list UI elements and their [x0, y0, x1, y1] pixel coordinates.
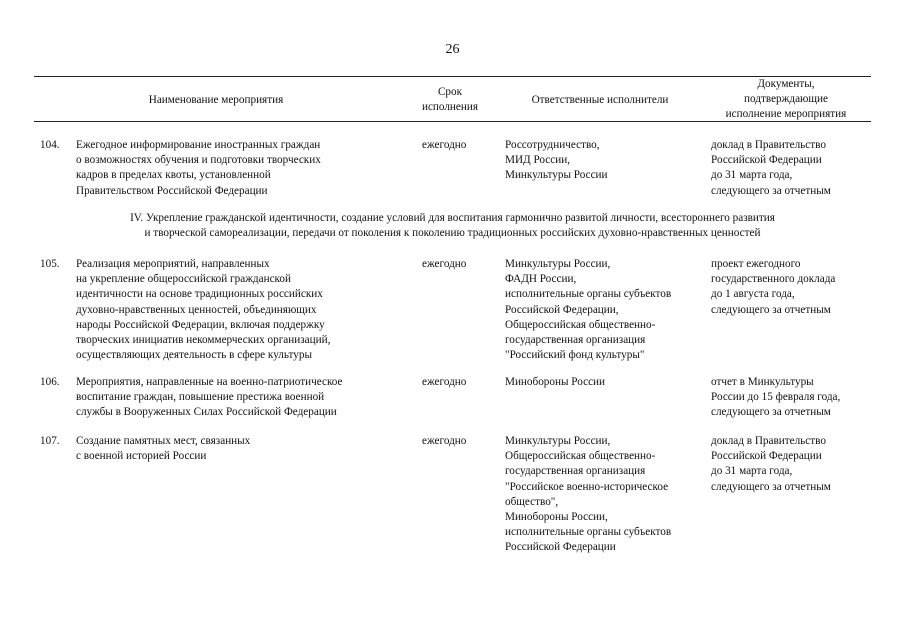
row-name-line: осуществляющих деятельность в сфере культуры	[76, 349, 313, 362]
row-responsible-line: Минобороны России,	[505, 511, 608, 524]
row-name-line: творческих инициатив некоммерческих организаций,	[76, 334, 331, 347]
row-name-line: народы Российской Федерации, включая поддержку	[76, 318, 325, 331]
header-col-docs	[706, 77, 866, 123]
row-name	[76, 434, 250, 464]
row-responsible-line: Минкультуры России,	[505, 435, 611, 447]
row-documents-line: следующего за отчетным	[711, 480, 831, 493]
row-name-line: идентичности на основе традиционных российских	[76, 288, 323, 301]
row-number: 106.	[40, 376, 60, 388]
header-col-resp: Ответственные исполнители	[531, 94, 669, 106]
row-number: 107.	[40, 435, 60, 447]
row-documents-line: Российской Федерации	[711, 450, 822, 463]
row-responsible-line: Минкультуры России,	[505, 258, 611, 270]
row-number: 104.	[40, 139, 60, 151]
row-responsible-line: общество",	[505, 495, 559, 508]
row-name-line: Создание памятных мест, связанных	[76, 435, 251, 447]
row-responsible-line: "Российский фонд культуры"	[505, 349, 645, 362]
row-responsible	[505, 434, 671, 556]
row-documents-line: следующего за отчетным	[711, 303, 831, 316]
row-documents	[711, 375, 840, 421]
header-bottom-rule	[34, 121, 871, 122]
section-heading-line: и творческой самореализации, передачи от поколения к поколению традиционных российских духовно-нравственных ценностей	[144, 227, 761, 240]
row-name-line: Ежегодное информирование иностранных граждан	[76, 139, 321, 151]
row-responsible-line: МИД России,	[505, 154, 570, 167]
header-col-docs-line: исполнение мероприятия	[725, 108, 847, 121]
row-documents-line: до 31 марта года,	[711, 169, 793, 182]
row-name-line: службы в Вооруженных Силах Российской Федерации	[76, 406, 337, 419]
row-documents-line: доклад в Правительство	[711, 139, 826, 151]
row-name-line: Мероприятия, направленные на военно-патриотическое	[76, 376, 343, 388]
page-number: 26	[445, 42, 460, 57]
row-term: ежегодно	[422, 258, 467, 270]
row-name-line: воспитание граждан, повышение престижа военной	[76, 391, 325, 404]
row-name-line: на укрепление общероссийской гражданской	[76, 273, 291, 286]
row-documents-line: до 31 марта года,	[711, 465, 793, 478]
row-documents-line: доклад в Правительство	[711, 435, 826, 447]
header-col-docs-line: подтверждающие	[744, 93, 828, 106]
row-documents-line: следующего за отчетным	[711, 184, 831, 197]
row-term: ежегодно	[422, 139, 467, 151]
row-responsible-line: Общероссийская общественно-	[505, 450, 656, 463]
row-responsible-line: Минкультуры России	[505, 169, 608, 182]
row-responsible-line: Российской Федерации	[505, 541, 616, 554]
row-responsible	[505, 138, 608, 184]
row-name	[76, 138, 321, 199]
row-name	[76, 257, 330, 363]
row-documents	[711, 257, 835, 318]
row-number: 105.	[40, 258, 60, 270]
row-name	[76, 375, 343, 421]
row-responsible	[505, 257, 671, 363]
row-responsible-line: государственная организация	[505, 334, 646, 347]
row-name-line: духовно-нравственных ценностей, объединяющих	[76, 303, 317, 316]
header-col-term	[404, 85, 496, 115]
row-documents	[711, 434, 831, 495]
row-responsible	[505, 375, 605, 390]
row-responsible-line: государственная организация	[505, 465, 646, 478]
row-responsible-line: Россотрудничество,	[505, 139, 600, 151]
row-term: ежегодно	[422, 435, 467, 447]
row-documents-line: проект ежегодного	[711, 258, 801, 270]
row-responsible-line: ФАДН России,	[505, 273, 577, 286]
row-documents-line: отчет в Минкультуры	[711, 376, 814, 388]
row-name-line: Реализация мероприятий, направленных	[76, 258, 270, 270]
row-documents	[711, 138, 831, 199]
row-term: ежегодно	[422, 376, 467, 388]
row-responsible-line: Российской Федерации,	[505, 303, 619, 316]
section-heading	[34, 211, 871, 241]
header-col-name: Наименование мероприятия	[148, 94, 284, 106]
row-documents-line: государственного доклада	[711, 273, 836, 286]
row-responsible-line: "Российское военно-историческое	[505, 480, 669, 493]
row-documents-line: до 1 августа года,	[711, 288, 795, 301]
header-col-term-line: исполнения	[421, 101, 479, 114]
row-name-line: Правительством Российской Федерации	[76, 184, 268, 197]
header-col-docs-line: Документы,	[757, 78, 815, 90]
row-responsible-line: Минобороны России	[505, 376, 606, 388]
row-responsible-line: Общероссийская общественно-	[505, 318, 656, 331]
row-name-line: о возможностях обучения и подготовки творческих	[76, 154, 321, 167]
row-responsible-line: исполнительные органы субъектов	[505, 526, 672, 539]
section-heading-line: IV. Укрепление гражданской идентичности, создание условий для воспитания гармонично развитой личности, всестороннего развития	[130, 212, 775, 224]
row-name-line: с военной историей России	[76, 450, 207, 463]
row-documents-line: Российской Федерации	[711, 154, 822, 167]
row-name-line: кадров в пределах квоты, установленной	[76, 169, 271, 182]
row-documents-line: России до 15 февраля года,	[711, 391, 841, 404]
row-documents-line: следующего за отчетным	[711, 406, 831, 419]
header-col-term-line: Срок	[437, 86, 463, 98]
row-responsible-line: исполнительные органы субъектов	[505, 288, 672, 301]
